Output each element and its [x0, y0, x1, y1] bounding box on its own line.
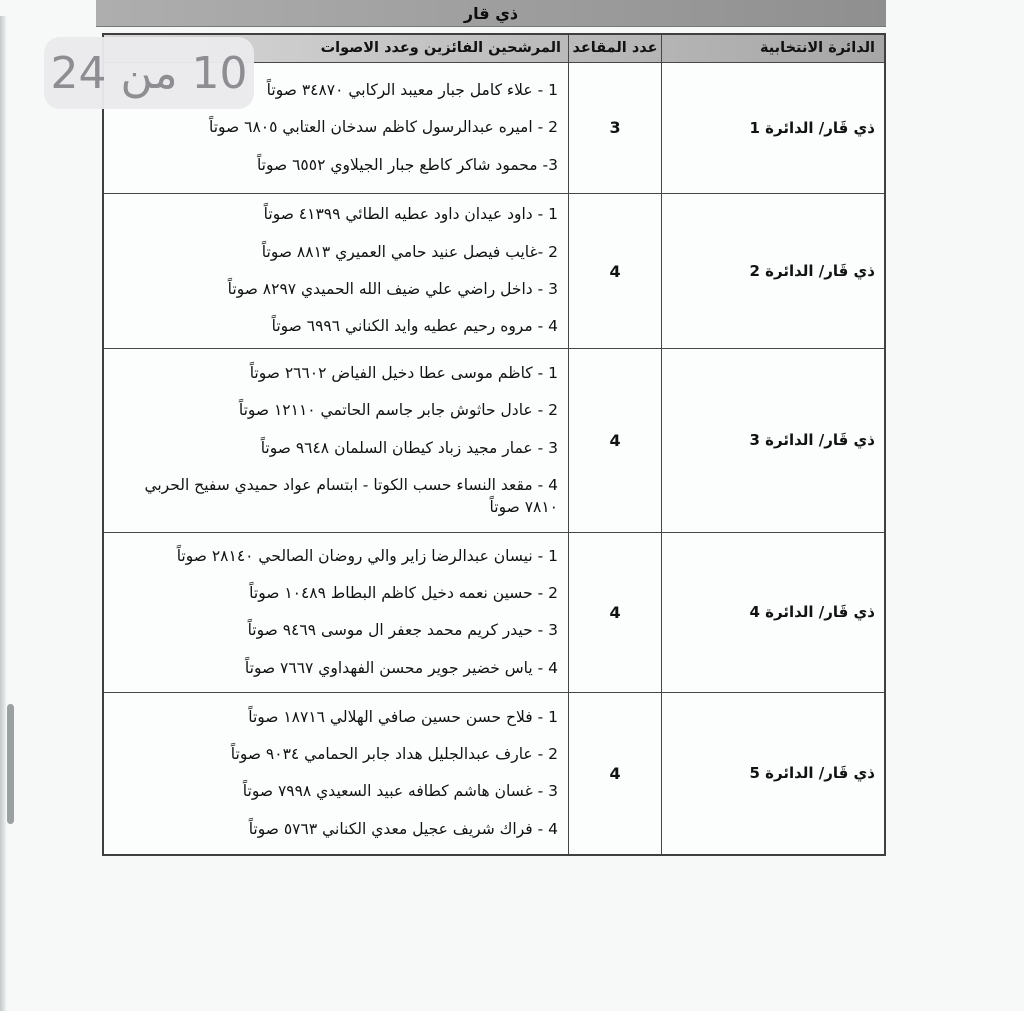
candidates-cell	[104, 349, 568, 532]
candidate-line: 2 - حسين نعمه دخيل كاظم البطاط ١٠٤٨٩ صوتاً	[249, 584, 558, 603]
candidate-line: 4 - فراك شريف عجيل معدي الكناني ٥٧٦٣ صوتاً	[248, 819, 558, 838]
candidate-line: 3 - داخل راضي علي ضيف الله الحميدي ٨٢٩٧ صوتاً	[227, 280, 558, 299]
table-row-district-3	[104, 349, 884, 533]
candidate-line: 2 -غايب فيصل عنيد حامي العميري ٨٨١٣ صوتاً	[261, 242, 558, 261]
scroll-indicator[interactable]	[7, 704, 14, 824]
candidates-cell	[104, 533, 568, 692]
candidate-line: 3- محمود شاكر كاطع جبار الجيلاوي ٦٥٥٢ صوتاً	[256, 155, 558, 174]
seats-count: 3	[568, 63, 661, 193]
page-indicator-badge	[44, 37, 254, 109]
candidate-line: 1 - داود عيدان داود عطيه الطائي ٤١٣٩٩ صوتاً	[263, 205, 558, 224]
candidate-line: 4 - مقعد النساء حسب الكوتا - ابتسام عواد حميدي سفيح الحربي ٧٨١٠ صوتاً	[144, 476, 558, 516]
seats-count: 4	[568, 349, 661, 532]
district-name: ذي قَار/ الدائرة 4	[661, 533, 884, 692]
document-title-bar	[96, 0, 886, 27]
district-name: ذي قَار/ الدائرة 5	[661, 693, 884, 854]
candidate-line: 1 - كاظم موسى عطا دخيل الفياض ٢٦٦٠٢ صوتاً	[249, 364, 558, 383]
seats-count: 4	[568, 533, 661, 692]
page-title: ذي قار	[463, 3, 519, 23]
column-header-seats: عدد المقاعد	[568, 35, 661, 62]
column-header-candidates: المرشحين الفائزين وعدد الاصوات	[320, 40, 561, 57]
candidate-line: 1 - علاء كامل جبار معيبد الركابي ٣٤٨٧٠ صوتاً	[266, 80, 558, 99]
column-header-district: الدائرة الانتخابية	[661, 35, 884, 62]
candidate-line: 2 - اميره عبدالرسول كاظم سدخان العتابي ٦٨٠٥ صوتاً	[209, 118, 558, 137]
district-name: ذي قَار/ الدائرة 3	[661, 349, 884, 532]
candidate-line: 2 - عارف عبدالجليل هداد جابر الحمامي ٩٠٣٤ صوتاً	[230, 745, 558, 764]
candidate-line: 1 - نيسان عبدالرضا زاير والي روضان الصالحي ٢٨١٤٠ صوتاً	[176, 546, 558, 565]
election-results-table	[102, 33, 886, 856]
candidates-cell	[104, 693, 568, 854]
table-row-district-5	[104, 693, 884, 854]
candidate-line: 4 - ياس خضير جوير محسن الفهداوي ٧٦٦٧ صوتاً	[244, 658, 558, 677]
page-edge	[0, 16, 6, 1011]
candidate-line: 1 - فلاح حسن حسين صافي الهلالي ١٨٧١٦ صوتاً	[248, 707, 558, 726]
candidate-line: 3 - غسان هاشم كطافه عبيد السعيدي ٧٩٩٨ صوتاً	[242, 782, 558, 801]
candidate-line: 3 - حيدر كريم محمد جعفر ال موسى ٩٤٦٩ صوتاً	[247, 621, 558, 640]
table-row-district-2	[104, 194, 884, 349]
seats-count: 4	[568, 693, 661, 854]
table-row-district-4	[104, 533, 884, 693]
candidate-line: 4 - مروه رحيم عطيه وايد الكناني ٦٩٩٦ صوتاً	[271, 317, 558, 336]
district-name: ذي قَار/ الدائرة 1	[661, 63, 884, 193]
seats-count: 4	[568, 194, 661, 348]
district-name: ذي قَار/ الدائرة 2	[661, 194, 884, 348]
candidates-cell	[104, 194, 568, 348]
page-indicator-label: 10 من 24	[50, 47, 248, 99]
candidate-line: 3 - عمار مجيد زباد كيطان السلمان ٩٦٤٨ صوتاً	[260, 438, 558, 457]
candidate-line: 2 - عادل حاثوش جابر جاسم الحاتمي ١٢١١٠ صوتاً	[238, 401, 558, 420]
